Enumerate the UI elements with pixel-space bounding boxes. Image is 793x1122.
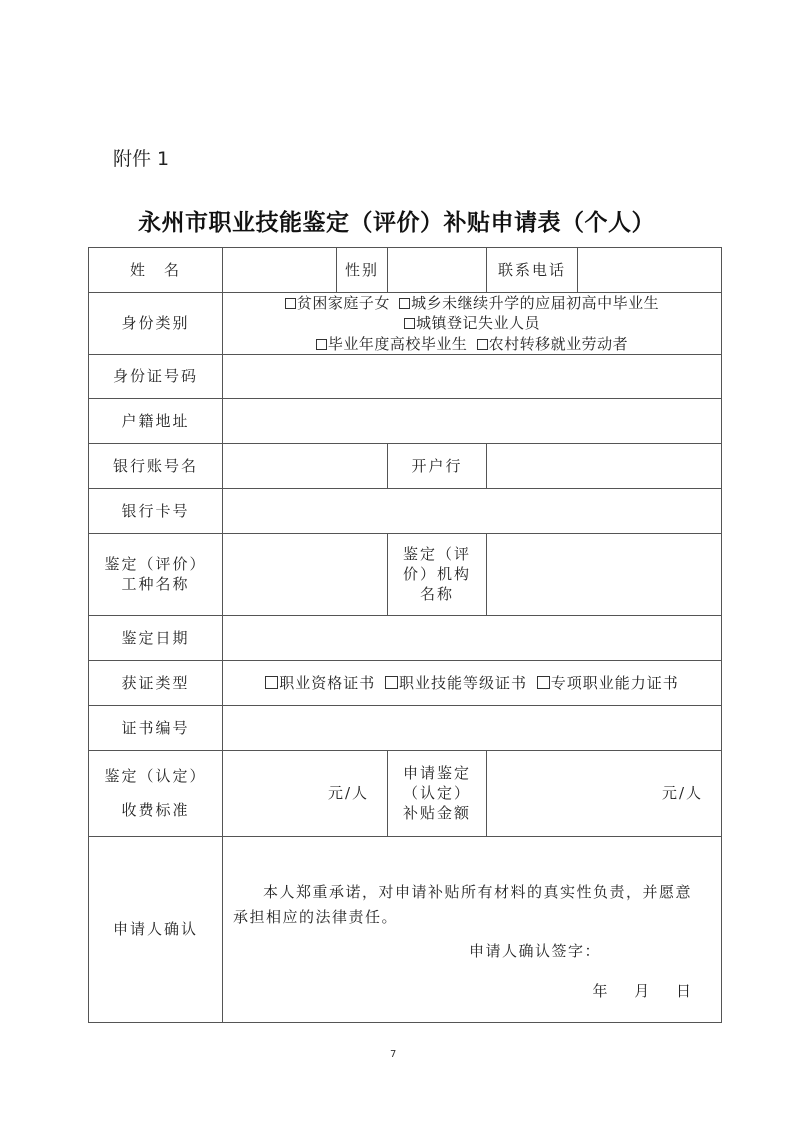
checkbox-icon[interactable] [285, 298, 296, 309]
institution-field[interactable] [487, 533, 722, 615]
form-title: 永州市职业技能鉴定（评价）补贴申请表（个人） [138, 209, 655, 236]
identity-option[interactable]: 毕业年度高校毕业生 [316, 335, 468, 353]
certificate-option[interactable]: 专项职业能力证书 [537, 674, 679, 692]
row-name [89, 248, 722, 293]
confirm-cell [223, 836, 722, 1022]
id-number-field[interactable] [223, 354, 722, 398]
name-field[interactable] [223, 248, 337, 293]
checkbox-icon[interactable] [265, 676, 278, 689]
institution-label: 鉴定（评 价）机构 名称 [388, 533, 487, 615]
certificate-option[interactable]: 职业资格证书 [265, 674, 375, 692]
confirm-label: 申请人确认 [89, 836, 223, 1022]
row-fee [89, 750, 722, 836]
job-type-field[interactable] [223, 533, 388, 615]
job-type-label: 鉴定（评价） 工种名称 [89, 533, 223, 615]
row-identity-type [89, 293, 722, 355]
row-confirmation [89, 836, 722, 1022]
row-certificate-type [89, 660, 722, 705]
id-number-label: 身份证号码 [89, 354, 223, 398]
checkbox-icon[interactable] [399, 298, 410, 309]
row-household-address [89, 398, 722, 443]
attachment-label: 附件 1 [113, 148, 170, 170]
row-bank-account [89, 443, 722, 488]
row-job-type [89, 533, 722, 615]
bank-account-name-label: 银行账号名 [89, 443, 223, 488]
certificate-options [223, 660, 722, 705]
identity-options [223, 293, 722, 355]
row-id-number [89, 354, 722, 398]
subsidy-field[interactable]: 元/人 [487, 750, 722, 836]
identity-option[interactable]: 贫困家庭子女 [285, 294, 390, 312]
certificate-type-label: 获证类型 [89, 660, 223, 705]
gender-field[interactable] [388, 248, 487, 293]
page-number: 7 [390, 1049, 397, 1060]
household-address-label: 户籍地址 [89, 398, 223, 443]
bank-card-field[interactable] [223, 488, 722, 533]
subsidy-application-table [88, 247, 722, 1023]
household-address-field[interactable] [223, 398, 722, 443]
subsidy-label: 申请鉴定 （认定） 补贴金额 [388, 750, 487, 836]
signature-label[interactable]: 申请人确认签字： [468, 941, 601, 960]
appraisal-date-label: 鉴定日期 [89, 615, 223, 660]
identity-option[interactable]: 城乡未继续升学的应届初高中毕业生 [399, 294, 659, 312]
certificate-number-field[interactable] [223, 705, 722, 750]
checkbox-icon[interactable] [385, 676, 398, 689]
identity-option[interactable]: 城镇登记失业人员 [404, 314, 540, 332]
confirm-statement: 本人郑重承诺，对申请补贴所有材料的真实性负责，并愿意承担相应的法律责任。 [233, 882, 693, 926]
checkbox-icon[interactable] [537, 676, 550, 689]
opening-bank-label: 开户行 [388, 443, 487, 488]
gender-label: 性别 [337, 248, 388, 293]
certificate-number-label: 证书编号 [89, 705, 223, 750]
checkbox-icon[interactable] [316, 339, 327, 350]
name-label: 姓 名 [89, 248, 223, 293]
checkbox-icon[interactable] [404, 318, 415, 329]
fee-label: 鉴定（认定） 收费标准 [89, 750, 223, 836]
identity-option[interactable]: 农村转移就业劳动者 [477, 335, 629, 353]
identity-type-label: 身份类别 [89, 293, 223, 355]
row-appraisal-date [89, 615, 722, 660]
fee-field[interactable]: 元/人 [223, 750, 388, 836]
row-bank-card [89, 488, 722, 533]
checkbox-icon[interactable] [477, 339, 488, 350]
certificate-option[interactable]: 职业技能等级证书 [385, 674, 527, 692]
bank-card-label: 银行卡号 [89, 488, 223, 533]
phone-field[interactable] [578, 248, 722, 293]
date-line[interactable]: 年 月 日 [592, 981, 691, 1000]
opening-bank-field[interactable] [487, 443, 722, 488]
bank-account-name-field[interactable] [223, 443, 388, 488]
row-certificate-number [89, 705, 722, 750]
phone-label: 联系电话 [487, 248, 578, 293]
appraisal-date-field[interactable] [223, 615, 722, 660]
